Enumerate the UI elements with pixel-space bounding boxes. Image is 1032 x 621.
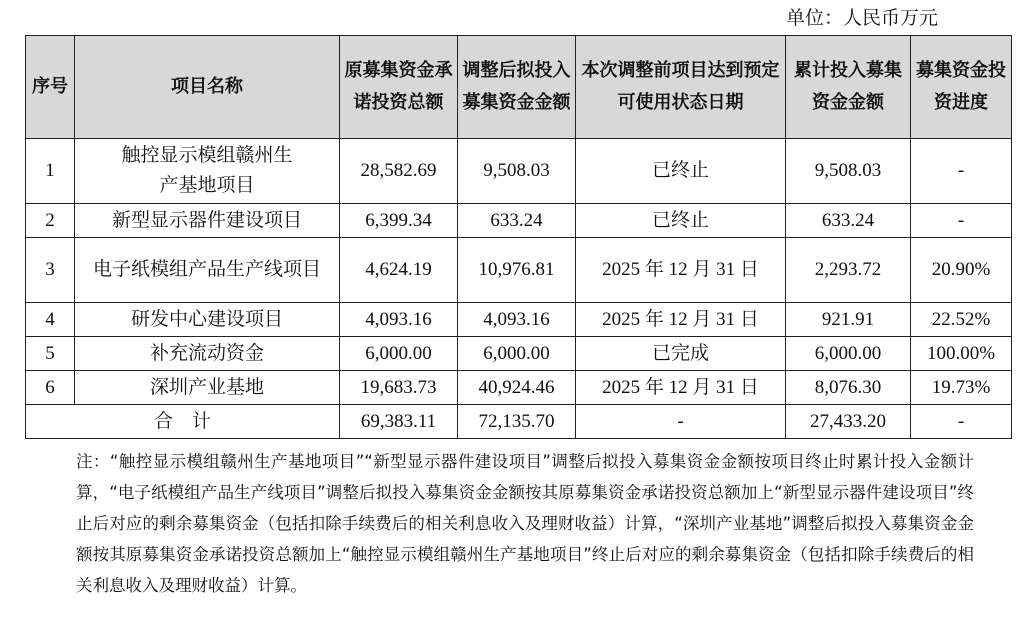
total-label: 合 计 bbox=[26, 405, 340, 439]
row-project-name: 深圳产业基地 bbox=[75, 371, 340, 405]
table-footnote: 注：“触控显示模组赣州生产基地项目”“新型显示器件建设项目”调整后拟投入募集资金金额按项目终止时累计投入金额计算，“电子纸模组产品生产线项目”调整后拟投入募集资金金额按其原募集资金承诺投资总额加上“新型显示器件建设项目”终止后对应的剩余募集资金（包括扣除手续费后的相关利息收入及理财收益）计算，“深圳产业基地”调整后拟投入募集资金金额按其原募集资金承诺投资总额加上“触控显示模组赣州生产基地项目”终止后对应的剩余募集资金（包括扣除手续费后的相关利息收入及理财收益）计算。 bbox=[76, 452, 974, 595]
row-original: 4,093.16 bbox=[340, 303, 458, 337]
row-original: 19,683.73 bbox=[340, 371, 458, 405]
row-adjusted: 633.24 bbox=[458, 204, 576, 238]
row-cumulative: 9,508.03 bbox=[786, 139, 911, 204]
header-cumulative-investment: 累计投入募集资金金额 bbox=[786, 36, 911, 139]
fund-usage-table bbox=[25, 35, 1012, 439]
table-row bbox=[26, 204, 1012, 238]
header-ready-date: 本次调整前项目达到预定可使用状态日期 bbox=[576, 36, 786, 139]
header-progress: 募集资金投资进度 bbox=[911, 36, 1012, 139]
row-no: 2 bbox=[26, 204, 75, 238]
row-adjusted: 9,508.03 bbox=[458, 139, 576, 204]
table-row bbox=[26, 371, 1012, 405]
row-adjusted: 6,000.00 bbox=[458, 337, 576, 371]
total-cumulative: 27,433.20 bbox=[786, 405, 911, 439]
row-original: 28,582.69 bbox=[340, 139, 458, 204]
row-date: 已终止 bbox=[576, 204, 786, 238]
row-no: 3 bbox=[26, 238, 75, 303]
row-date: 已终止 bbox=[576, 139, 786, 204]
row-cumulative: 633.24 bbox=[786, 204, 911, 238]
row-date: 2025 年 12 月 31 日 bbox=[576, 238, 786, 303]
row-date: 已完成 bbox=[576, 337, 786, 371]
row-cumulative: 2,293.72 bbox=[786, 238, 911, 303]
table-total-row bbox=[26, 405, 1012, 439]
table-row bbox=[26, 139, 1012, 204]
row-progress: 22.52% bbox=[911, 303, 1012, 337]
row-no: 5 bbox=[26, 337, 75, 371]
row-date: 2025 年 12 月 31 日 bbox=[576, 371, 786, 405]
row-adjusted: 40,924.46 bbox=[458, 371, 576, 405]
unit-label: 单位：人民币万元 bbox=[785, 7, 938, 29]
row-original: 6,000.00 bbox=[340, 337, 458, 371]
row-cumulative: 6,000.00 bbox=[786, 337, 911, 371]
row-adjusted: 10,976.81 bbox=[458, 238, 576, 303]
row-progress: 20.90% bbox=[911, 238, 1012, 303]
table-header-row bbox=[26, 36, 1012, 139]
header-project-name: 项目名称 bbox=[75, 36, 340, 139]
header-adjusted-amount: 调整后拟投入募集资金金额 bbox=[458, 36, 576, 139]
row-original: 4,624.19 bbox=[340, 238, 458, 303]
row-project-name: 电子纸模组产品生产线项目 bbox=[75, 238, 340, 303]
total-progress: - bbox=[911, 405, 1012, 439]
row-date: 2025 年 12 月 31 日 bbox=[576, 303, 786, 337]
row-progress: 19.73% bbox=[911, 371, 1012, 405]
row-progress: - bbox=[911, 204, 1012, 238]
total-adjusted: 72,135.70 bbox=[458, 405, 576, 439]
row-project-name: 触控显示模组赣州生产基地项目 bbox=[75, 139, 340, 204]
row-cumulative: 921.91 bbox=[786, 303, 911, 337]
header-original-commitment: 原募集资金承诺投资总额 bbox=[340, 36, 458, 139]
row-progress: - bbox=[911, 139, 1012, 204]
table-row bbox=[26, 337, 1012, 371]
row-cumulative: 8,076.30 bbox=[786, 371, 911, 405]
table-row bbox=[26, 303, 1012, 337]
row-no: 4 bbox=[26, 303, 75, 337]
total-original: 69,383.11 bbox=[340, 405, 458, 439]
row-adjusted: 4,093.16 bbox=[458, 303, 576, 337]
row-project-name: 补充流动资金 bbox=[75, 337, 340, 371]
total-date: - bbox=[576, 405, 786, 439]
header-no: 序号 bbox=[26, 36, 75, 139]
row-project-name: 研发中心建设项目 bbox=[75, 303, 340, 337]
row-no: 6 bbox=[26, 371, 75, 405]
row-progress: 100.00% bbox=[911, 337, 1012, 371]
row-no: 1 bbox=[26, 139, 75, 204]
row-original: 6,399.34 bbox=[340, 204, 458, 238]
table-row bbox=[26, 238, 1012, 303]
row-project-name: 新型显示器件建设项目 bbox=[75, 204, 340, 238]
